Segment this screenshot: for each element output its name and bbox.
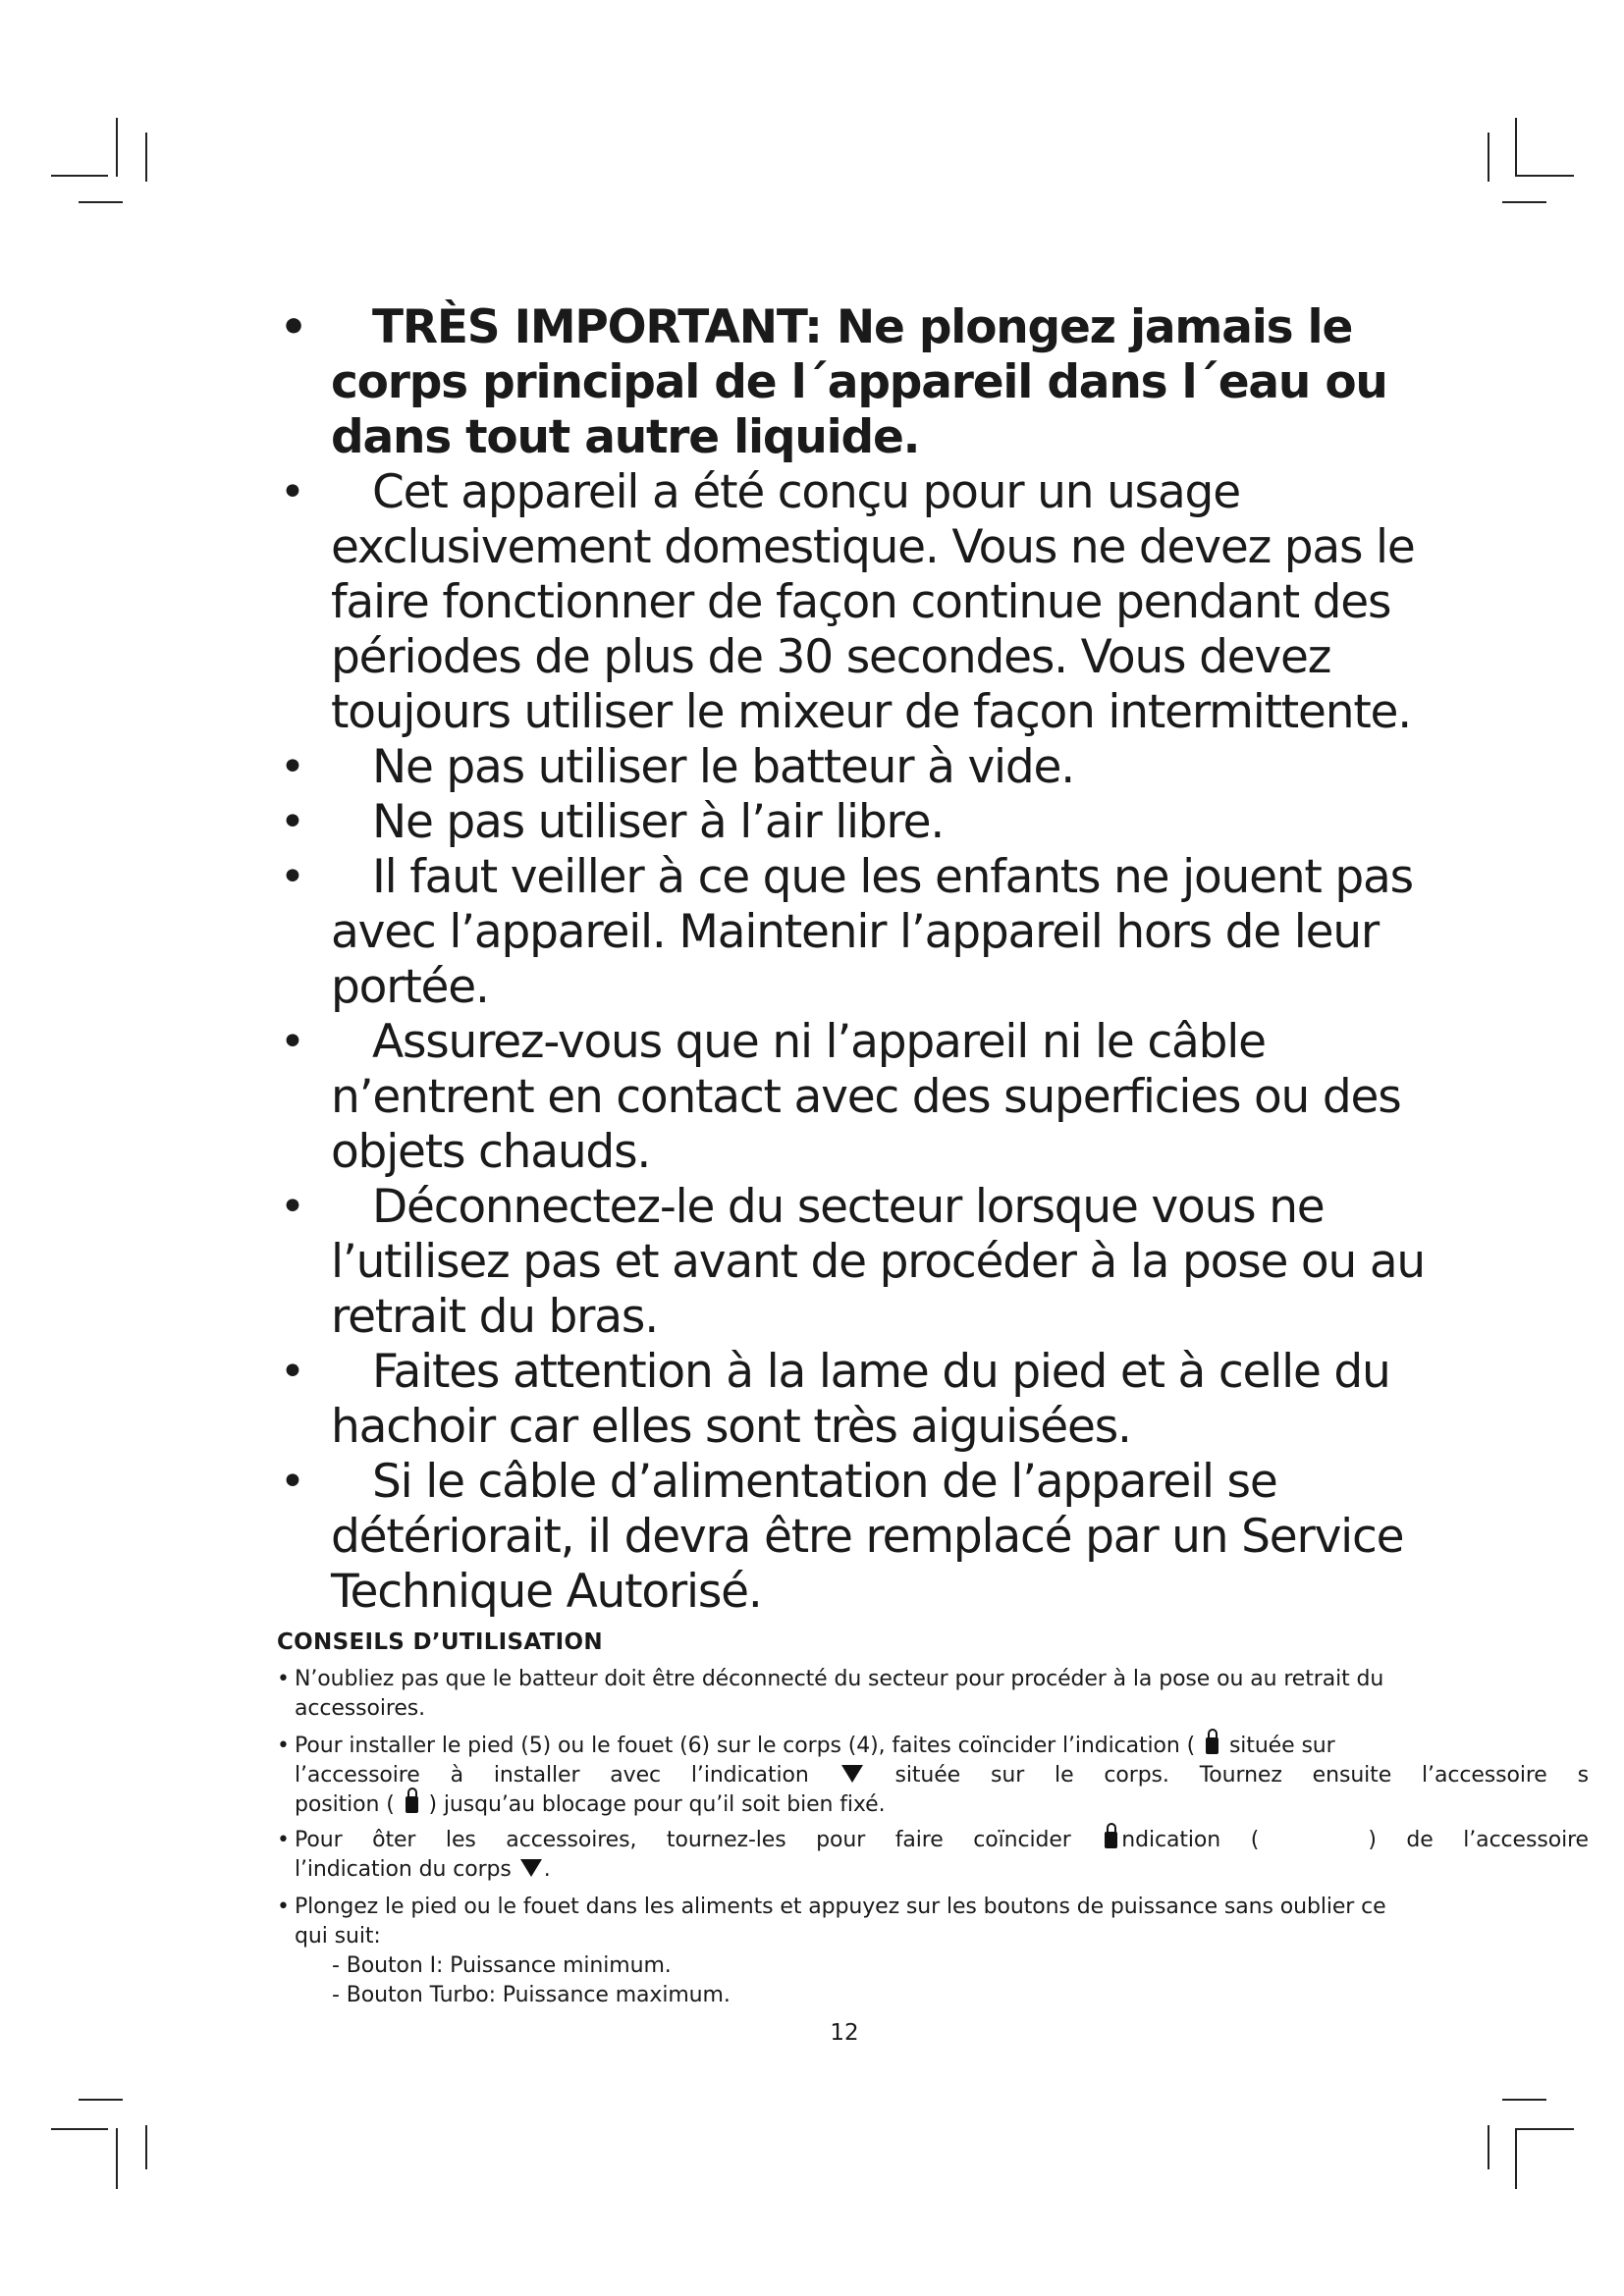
bullet: • [280, 1347, 304, 1397]
crop-mark [145, 2125, 147, 2169]
crop-mark [79, 2099, 123, 2101]
warning-text: Assurez-vous que ni l’appareil ni le câble n’entrent en contact avec des superficies ou des objets chauds. [331, 1015, 1401, 1179]
bullet: • [280, 742, 304, 792]
bullet: • [280, 1017, 304, 1067]
crop-mark [116, 118, 118, 177]
warning-item [280, 1345, 1458, 1455]
warning-item [280, 1455, 1458, 1620]
conseil-text: Plongez le pied ou le fouet dans les aliments et appuyez sur les boutons de puissance sans oublier ce qui suit: [295, 1895, 1386, 1949]
warning-item [280, 795, 1458, 850]
crop-mark [1515, 2128, 1517, 2189]
triangle-down-icon [841, 1765, 863, 1783]
crop-mark [1488, 2125, 1489, 2169]
page-number: 12 [830, 2020, 859, 2046]
conseil-item: • Pour ôter les accessoires, tournez-les pour faire coïncider ndication ( ) de l’accessoire l’indication du corps . [277, 1828, 1589, 1882]
crop-mark [116, 2128, 118, 2189]
warning-item [280, 465, 1458, 740]
crop-mark [1488, 133, 1489, 182]
lock-icon [406, 1796, 418, 1813]
warning-text: TRÈS IMPORTANT: Ne plongez jamais le corps principal de l´appareil dans l´eau ou dans tout autre liquide. [331, 300, 1387, 464]
conseil-text: N’oubliez pas que le batteur doit être déconnecté du secteur pour procéder à la pose ou au retrait du accessoires. [295, 1667, 1384, 1721]
bullet: • [280, 467, 304, 517]
sub-item: - Bouton I: Puissance minimum. [332, 1953, 672, 1978]
warning-item [280, 1015, 1458, 1180]
crop-mark [79, 201, 123, 203]
conseils-list [277, 1665, 1589, 2010]
triangle-down-icon [520, 1859, 542, 1877]
crop-mark [145, 133, 147, 182]
warning-text: Faites attention à la lame du pied et à celle du hachoir car elles sont très aiguisées. [331, 1345, 1390, 1454]
conseil-item: • N’oubliez pas que le batteur doit être déconnecté du secteur pour procéder à la pose ou au retrait du accessoires. [277, 1667, 1384, 1721]
warning-text: Il faut veiller à ce que les enfants ne jouent pas avec l’appareil. Maintenir l’appareil hors de leur portée. [331, 850, 1413, 1014]
crop-mark [1515, 118, 1517, 177]
sub-item: - Bouton Turbo: Puissance maximum. [332, 1983, 731, 2007]
bullet: • [280, 797, 304, 847]
bullet: • [280, 1182, 304, 1232]
conseil-item: • Plongez le pied ou le fouet dans les aliments et appuyez sur les boutons de puissance sans oublier ce qui suit: - Bouton I: Puissance minimum. - Bouton Turbo: Puissance maximum. [277, 1893, 1404, 2010]
warning-text: Cet appareil a été conçu pour un usage exclusivement domestique. Vous ne devez pas le faire fonctionner de façon continue pendant des périodes de plus de 30 secondes. Vous devez toujours utiliser le mixeur de façon intermittente. [331, 465, 1415, 739]
warning-item [280, 850, 1458, 1015]
warning-item [280, 300, 1458, 465]
section-title: CONSEILS D’UTILISATION [277, 1629, 603, 1655]
unlock-icon [1206, 1737, 1218, 1754]
conseil-item: • Pour installer le pied (5) ou le fouet (6) sur le corps (4), faites coïncider l’indication ( située sur l’accessoire à installer avec l’indication située sur le corps. Tournez ensuite l’accessoire s position ( ) jusqu’au blocage pour qu’il soit bien fixé. [277, 1734, 1589, 1817]
bullet: • [280, 1457, 304, 1507]
bullet: • [280, 302, 306, 352]
warning-text: Si le câble d’alimentation de l’appareil se détériorait, il devra être remplacé par un Service Technique Autorisé. [331, 1455, 1404, 1619]
warning-text: Ne pas utiliser le batteur à vide. [372, 740, 1075, 794]
warning-text: Ne pas utiliser à l’air libre. [372, 795, 945, 849]
crop-mark [51, 2128, 108, 2130]
conseil-text: Pour installer le pied (5) ou le fouet (6) sur le corps (4), faites coïncider l’indication ( [295, 1734, 1196, 1758]
crop-mark [51, 175, 108, 177]
crop-mark [1502, 2099, 1546, 2101]
conseil-text: Pour ôter les accessoires, tournez-les pour faire coïncider [295, 1828, 1071, 1852]
crop-mark [1517, 175, 1574, 177]
bullet: • [280, 852, 304, 902]
crop-mark [1517, 2128, 1574, 2130]
crop-mark [1502, 201, 1546, 203]
warning-item [280, 1180, 1458, 1345]
warning-item [280, 740, 1458, 795]
warnings-list [280, 300, 1458, 1620]
unlock-icon [1105, 1832, 1117, 1848]
warning-text: Déconnectez-le du secteur lorsque vous ne l’utilisez pas et avant de procéder à la pose ou au retrait du bras. [331, 1180, 1426, 1344]
